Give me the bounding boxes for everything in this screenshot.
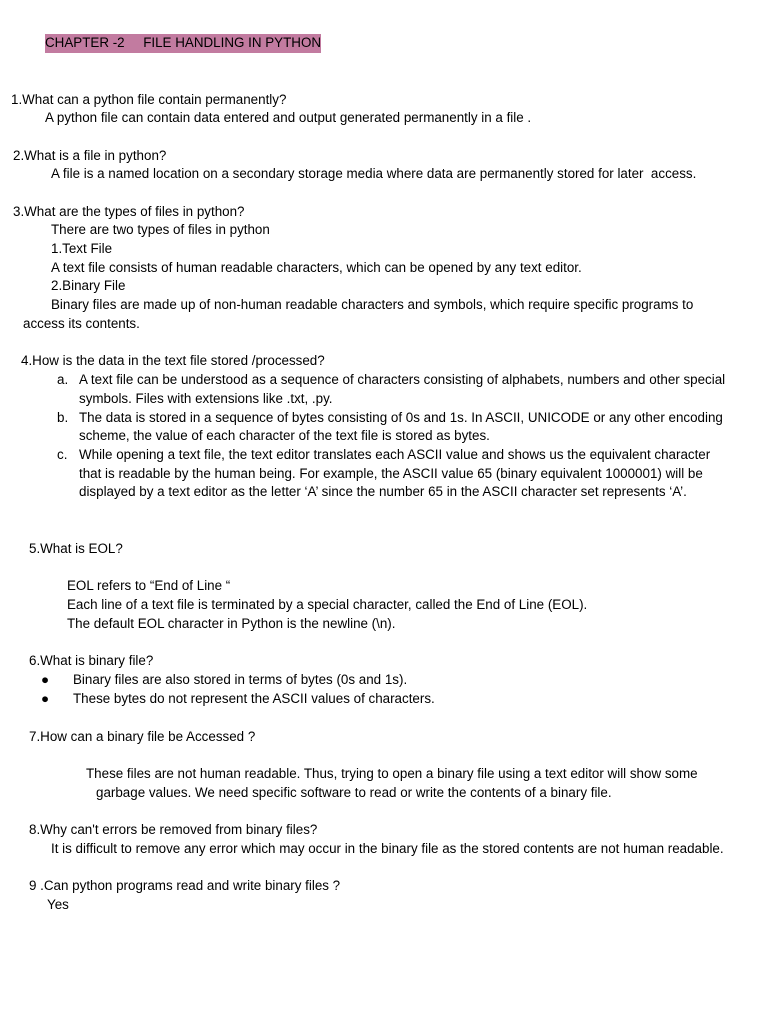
bullet-item-1: Binary files are also stored in terms of bytes (0s and 1s). bbox=[73, 672, 408, 687]
answer-9: Yes bbox=[47, 897, 69, 912]
list-item-c-line-3: displayed by a text editor as the letter ‘A’ since the number 65 in the ASCII character set represents ‘A’. bbox=[79, 484, 687, 499]
answer-3-line-1: There are two types of files in python bbox=[51, 222, 270, 237]
answer-3-line-2: 1.Text File bbox=[51, 241, 113, 256]
bullet-item-2: These bytes do not represent the ASCII values of characters. bbox=[73, 691, 435, 706]
answer-3-line-5: Binary files are made up of non-human readable characters and symbols, which require specific programs to bbox=[51, 297, 694, 312]
question-2: 2.What is a file in python? bbox=[13, 148, 167, 163]
list-item-b-line-1: The data is stored in a sequence of bytes consisting of 0s and 1s. In ASCII, UNICODE or any other encoding bbox=[79, 410, 723, 425]
list-marker-a: a. bbox=[57, 372, 69, 387]
answer-3-line-4: 2.Binary File bbox=[51, 278, 126, 293]
answer-1: A python file can contain data entered and output generated permanently in a file . bbox=[45, 110, 532, 125]
answer-3-line-6: access its contents. bbox=[23, 316, 140, 331]
question-3: 3.What are the types of files in python? bbox=[13, 204, 245, 219]
answer-7-line-1: These files are not human readable. Thus, trying to open a binary file using a text editor will show some bbox=[86, 766, 698, 781]
bullet-icon: ● bbox=[41, 672, 50, 687]
answer-5-line-3: The default EOL character in Python is the newline (\n). bbox=[67, 616, 396, 631]
list-item-a-line-2: symbols. Files with extensions like .txt, .py. bbox=[79, 391, 333, 406]
list-item-b-line-2: scheme, the value of each character of the text file is stored as bytes. bbox=[79, 428, 490, 443]
answer-8: It is difficult to remove any error which may occur in the binary file as the stored contents are not human readable. bbox=[51, 841, 724, 856]
chapter-title: CHAPTER -2 FILE HANDLING IN PYTHON bbox=[45, 34, 321, 53]
question-8: 8.Why can't errors be removed from binary files? bbox=[29, 822, 318, 837]
list-marker-b: b. bbox=[57, 410, 69, 425]
list-item-a-line-1: A text file can be understood as a sequence of characters consisting of alphabets, numbers and other special bbox=[79, 372, 726, 387]
list-item-c-line-1: While opening a text file, the text editor translates each ASCII value and shows us the equivalent character bbox=[79, 447, 711, 462]
question-9: 9 .Can python programs read and write binary files ? bbox=[29, 878, 341, 893]
answer-3-line-3: A text file consists of human readable characters, which can be opened by any text editor. bbox=[51, 260, 582, 275]
answer-2: A file is a named location on a secondary storage media where data are permanently stored for later access. bbox=[51, 166, 697, 181]
answer-5-line-1: EOL refers to “End of Line “ bbox=[67, 578, 231, 593]
bullet-icon: ● bbox=[41, 691, 50, 706]
question-6: 6.What is binary file? bbox=[29, 653, 154, 668]
question-4: 4.How is the data in the text file stored /processed? bbox=[21, 353, 325, 368]
question-1: 1.What can a python file contain permanently? bbox=[11, 92, 287, 107]
list-marker-c: c. bbox=[57, 447, 68, 462]
question-7: 7.How can a binary file be Accessed ? bbox=[29, 729, 256, 744]
answer-5-line-2: Each line of a text file is terminated by a special character, called the End of Line (EOL). bbox=[67, 597, 588, 612]
answer-7-line-2: garbage values. We need specific software to read or write the contents of a binary file. bbox=[96, 785, 612, 800]
question-5: 5.What is EOL? bbox=[29, 541, 123, 556]
list-item-c-line-2: that is readable by the human being. For example, the ASCII value 65 (binary equivalent 1000001) will be bbox=[79, 466, 703, 481]
